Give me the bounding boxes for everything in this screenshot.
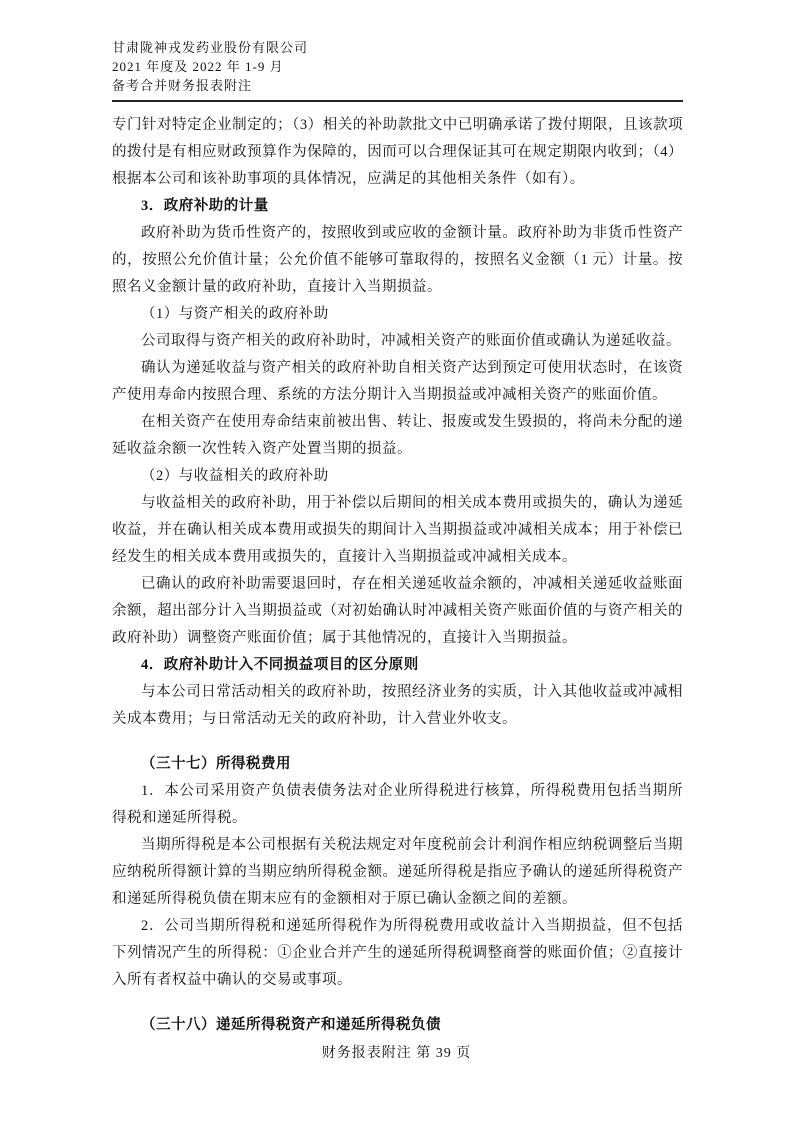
subsection-heading-gov-subsidy-measurement: 3．政府补助的计量 <box>141 198 269 214</box>
paragraph: （1）与资产相关的政府补助 <box>141 306 329 322</box>
paragraph: 1．本公司采用资产负债表债务法对企业所得税进行核算，所得税费用包括当期所得税和递延所得税。 <box>112 783 683 826</box>
footer-page-label: 财务报表附注 第 39 页 <box>321 1046 472 1061</box>
paragraph: 在相关资产在使用寿命结束前被出售、转让、报废或发生毁损的，将尚未分配的递延收益余额一次性转入资产处置当期的损益。 <box>112 414 683 457</box>
paragraph: （2）与收益相关的政府补助 <box>141 468 329 484</box>
subsection-heading-gov-subsidy-classification: 4．政府补助计入不同损益项目的区分原则 <box>141 657 419 673</box>
doc-title: 备考合并财务报表附注 <box>112 78 253 93</box>
paragraph: 政府补助为货币性资产的，按照收到或应收的金额计量。政府补助为非货币性资产的，按照公允价值计量；公允价值不能够可靠取得的，按照名义金额（1 元）计量。按照名义金额计量的政府补助，直接计入当期损益。 <box>112 225 683 295</box>
paragraph: 与本公司日常活动相关的政府补助，按照经济业务的实质，计入其他收益或冲减相关成本费用；与日常活动无关的政府补助，计入营业外收支。 <box>112 684 683 727</box>
page-footer <box>0 1044 793 1064</box>
header-rule <box>112 100 683 102</box>
paragraph: 已确认的政府补助需要退回时，存在相关递延收益余额的，冲减相关递延收益账面余额，超出部分计入当期损益或（对初始确认时冲减相关资产账面价值的与资产相关的政府补助）调整资产账面价值；属于其他情况的，直接计入当期损益。 <box>112 576 683 646</box>
paragraph: 确认为递延收益与资产相关的政府补助自相关资产达到预定可使用状态时，在该资产使用寿命内按照合理、系统的方法分期计入当期损益或冲减相关资产的账面价值。 <box>112 360 683 403</box>
paragraph: 2．公司当期所得税和递延所得税作为所得税费用或收益计入当期损益，但不包括下列情况产生的所得税：①企业合并产生的递延所得税调整商誉的账面价值；②直接计入所有者权益中确认的交易或事项。 <box>112 918 683 988</box>
paragraph: 当期所得税是本公司根据有关税法规定对年度税前会计利润作相应纳税调整后当期应纳税所得额计算的当期应纳所得税金额。递延所得税是指应予确认的递延所得税资产和递延所得税负债在期末应有的金额相对于原已确认金额之间的差额。 <box>112 837 683 907</box>
section-heading-income-tax-expense: （三十七）所得税费用 <box>141 756 291 772</box>
paragraph: 与收益相关的政府补助，用于补偿以后期间的相关成本费用或损失的，确认为递延收益，并在确认相关成本费用或损失的期间计入当期损益或冲减相关成本；用于补偿已经发生的相关成本费用或损失的，直接计入当期损益或冲减相关成本。 <box>112 495 683 565</box>
report-period: 2021 年度及 2022 年 1-9 月 <box>112 59 284 74</box>
page-header <box>112 38 683 102</box>
paragraph: 专门针对特定企业制定的；（3）相关的补助款批文中已明确承诺了拨付期限，且该款项的拨付是有相应财政预算作为保障的，因而可以合理保证其可在规定期限内收到；（4）根据本公司和该补助事项的具体情况，应满足的其他相关条件（如有）。 <box>112 117 683 187</box>
section-heading-deferred-tax: （三十八）递延所得税资产和递延所得税负债 <box>141 1017 441 1033</box>
company-name: 甘肃陇神戎发药业股份有限公司 <box>112 40 309 55</box>
document-body <box>112 112 683 1039</box>
paragraph: 公司取得与资产相关的政府补助时，冲减相关资产的账面价值或确认为递延收益。 <box>141 333 681 349</box>
